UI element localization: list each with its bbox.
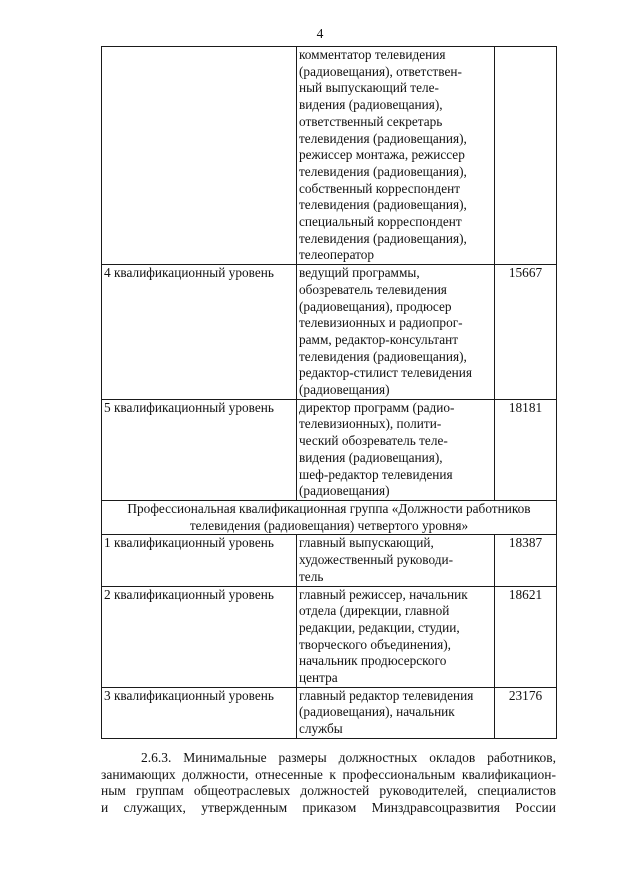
positions-line: собственный корреспондент [299, 180, 461, 196]
qualification-level-cell: 4 квалификационный уровень [102, 265, 297, 400]
positions-line: (радиовещания) [299, 382, 390, 398]
positions-line: видения (радиовещания), [299, 97, 443, 113]
table-row [102, 47, 557, 265]
salary-table [101, 46, 557, 739]
positions-cell [297, 265, 495, 400]
positions-line: главный выпускающий, [299, 535, 434, 551]
positions-line: творческого объединения), [299, 636, 451, 652]
positions-line: редактор-стилист телевидения [299, 365, 472, 381]
positions-line: шеф-редактор телевидения [299, 466, 453, 482]
table-row [102, 535, 557, 586]
salary-amount-cell: 18181 [495, 399, 557, 500]
positions-line: телевидения (радиовещания), [299, 230, 467, 246]
salary-amount-cell: 18387 [495, 535, 557, 586]
salary-amount-cell: 18621 [495, 586, 557, 687]
positions-line: телевидения (радиовещания), [299, 130, 467, 146]
positions-line: ческий обозреватель теле- [299, 433, 448, 449]
positions-line: рамм, редактор-консультант [299, 331, 459, 347]
positions-line: ный выпускающий теле- [299, 80, 439, 96]
group-title-line: телевидения (радиовещания) четвертого уровня» [189, 517, 469, 533]
positions-line: комментатор телевидения [299, 47, 446, 62]
salary-amount-cell: 15667 [495, 265, 557, 400]
table-row [102, 687, 557, 738]
positions-line: (радиовещания) [299, 483, 390, 499]
paragraph-line: ным группам общеотраслевых должностей руководителей, специалистов [101, 783, 556, 798]
qualification-level-cell: 1 квалификационный уровень [102, 535, 297, 586]
positions-line: ответственный секретарь [299, 113, 443, 129]
table-row [102, 586, 557, 687]
positions-cell [297, 687, 495, 738]
positions-line: телеоператор [299, 247, 375, 263]
positions-line: службы [299, 721, 343, 737]
positions-line: ведущий программы, [299, 265, 420, 281]
positions-cell [297, 586, 495, 687]
positions-line: (радиовещания), продюсер [299, 298, 452, 314]
positions-line: телевизионных), полити- [299, 416, 442, 432]
qualification-level-cell: 2 квалификационный уровень [102, 586, 297, 687]
paragraph-line: и служащих, утвержденным приказом Минздравсоцразвития России [101, 799, 556, 815]
positions-line: видения (радиовещания), [299, 449, 443, 465]
positions-line: режиссер монтажа, режиссер [299, 147, 465, 163]
positions-line: тель [299, 568, 324, 584]
positions-cell [297, 47, 495, 265]
positions-line: телевидения (радиовещания), [299, 197, 467, 213]
positions-line: телевизионных и радиопрог- [299, 315, 463, 331]
qualification-group-title [102, 500, 557, 534]
positions-line: центра [299, 670, 338, 686]
positions-cell [297, 535, 495, 586]
positions-line: главный редактор телевидения [299, 687, 474, 703]
positions-line: художественный руководи- [299, 552, 454, 568]
table-row [102, 265, 557, 400]
paragraph-line: 2.6.3. Минимальные размеры должностных окладов работников, [141, 750, 556, 765]
group-title-line: Профессиональная квалификационная группа «Должности работников [127, 500, 531, 516]
positions-line: (радиовещания), начальник [299, 704, 455, 720]
positions-line: главный режиссер, начальник [299, 586, 468, 602]
table-row [102, 399, 557, 500]
positions-line: отдела (дирекции, главной [299, 603, 450, 619]
paragraph-line: занимающих должности, отнесенные к профессиональным квалификацион- [101, 766, 556, 782]
positions-line: специальный корреспондент [299, 214, 462, 230]
body-paragraph [101, 750, 556, 816]
page-number: 4 [316, 26, 324, 41]
positions-line: телевидения (радиовещания), [299, 163, 467, 179]
positions-cell [297, 399, 495, 500]
salary-amount-cell [495, 47, 557, 265]
positions-line: (радиовещания), ответствен- [299, 63, 462, 79]
positions-line: директор программ (радио- [299, 399, 455, 415]
qualification-level-cell: 3 квалификационный уровень [102, 687, 297, 738]
positions-line: телевидения (радиовещания), [299, 348, 467, 364]
positions-line: редакции, редакции, студии, [299, 619, 460, 635]
qualification-level-cell [102, 47, 297, 265]
qualification-level-cell: 5 квалификационный уровень [102, 399, 297, 500]
positions-line: начальник продюсерского [299, 653, 447, 669]
group-header-row [102, 500, 557, 534]
positions-line: обозреватель телевидения [299, 281, 447, 297]
salary-amount-cell: 23176 [495, 687, 557, 738]
